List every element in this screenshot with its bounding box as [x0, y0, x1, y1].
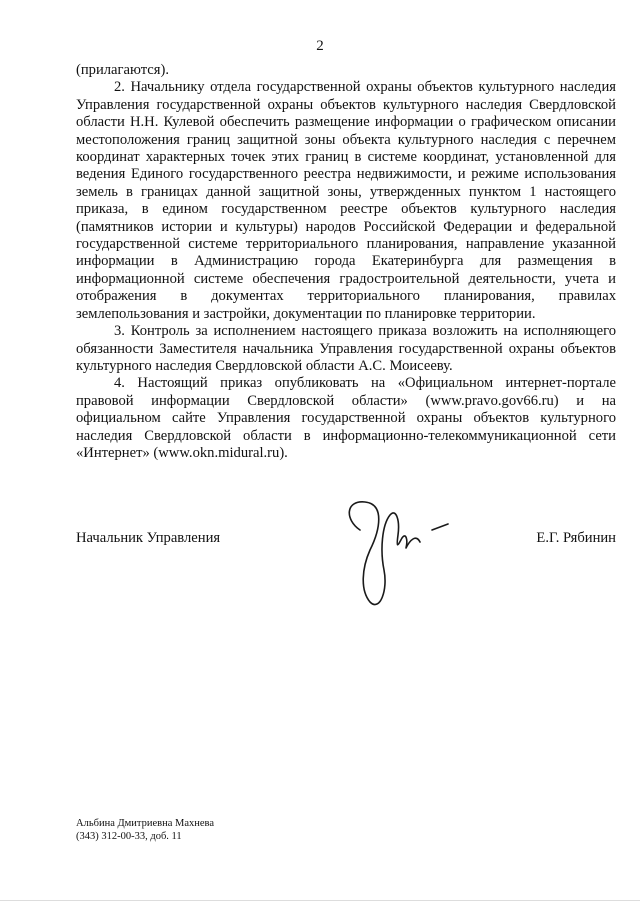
handwritten-signature: [340, 490, 470, 620]
page-number: 2: [316, 38, 324, 54]
paragraph-2: 2. Начальнику отдела государственной охраны объектов культурного наследия Управления государственной охраны объектов культурного наследия Свердловской области Н.Н. Кулевой обеспечить размещение информации о графическом описании местоположения границ защитной зоны объекта культурного наследия с перечнем координат характерных точек этих границ в системе координат, установленной для ведения Единого государственного реестра недвижимости, и режиме использования земель в границах данной защитной зоны, утвержденных пунктом 1 настоящего приказа, в едином государственном реестре объектов культурного наследия (памятников истории и культуры) народов Российской Федерации и федеральной государственной системе территориального планирования, направление указанной информации в Администрацию города Екатеринбурга для размещения в информационной системе обеспечения градостроительной деятельности, учета и отображения в документах территориального планирования, правилах землепользования и застройки, документации по планировке территории.: [76, 79, 616, 322]
executor-info: [76, 817, 214, 843]
executor-name: Альбина Дмитриевна Махнева: [76, 818, 215, 829]
paragraph-4: 4. Настоящий приказ опубликовать на «Официальном интернет-портале правовой информации Свердловской области» (www.pravo.gov66.ru) и на официальном сайте Управления государственной охраны объектов культурного наследия Свердловской области в информационно-телекоммуникационной сети «Интернет» (www.okn.midural.ru).: [76, 375, 616, 461]
paragraph-3: 3. Контроль за исполнением настоящего приказа возложить на исполняющего обязанности Заместителя начальника Управления государственной охраны объектов культурного наследия Свердловской области А.С. Моисееву.: [76, 323, 616, 374]
signatory-title: Начальник Управления: [76, 530, 221, 546]
signatory-name: Е.Г. Рябинин: [536, 530, 616, 546]
executor-phone: (343) 312-00-33, доб. 11: [76, 831, 182, 842]
paragraph-continuation: (прилагаются).: [76, 62, 169, 78]
page-edge: [0, 900, 640, 901]
document-body: [76, 62, 616, 462]
